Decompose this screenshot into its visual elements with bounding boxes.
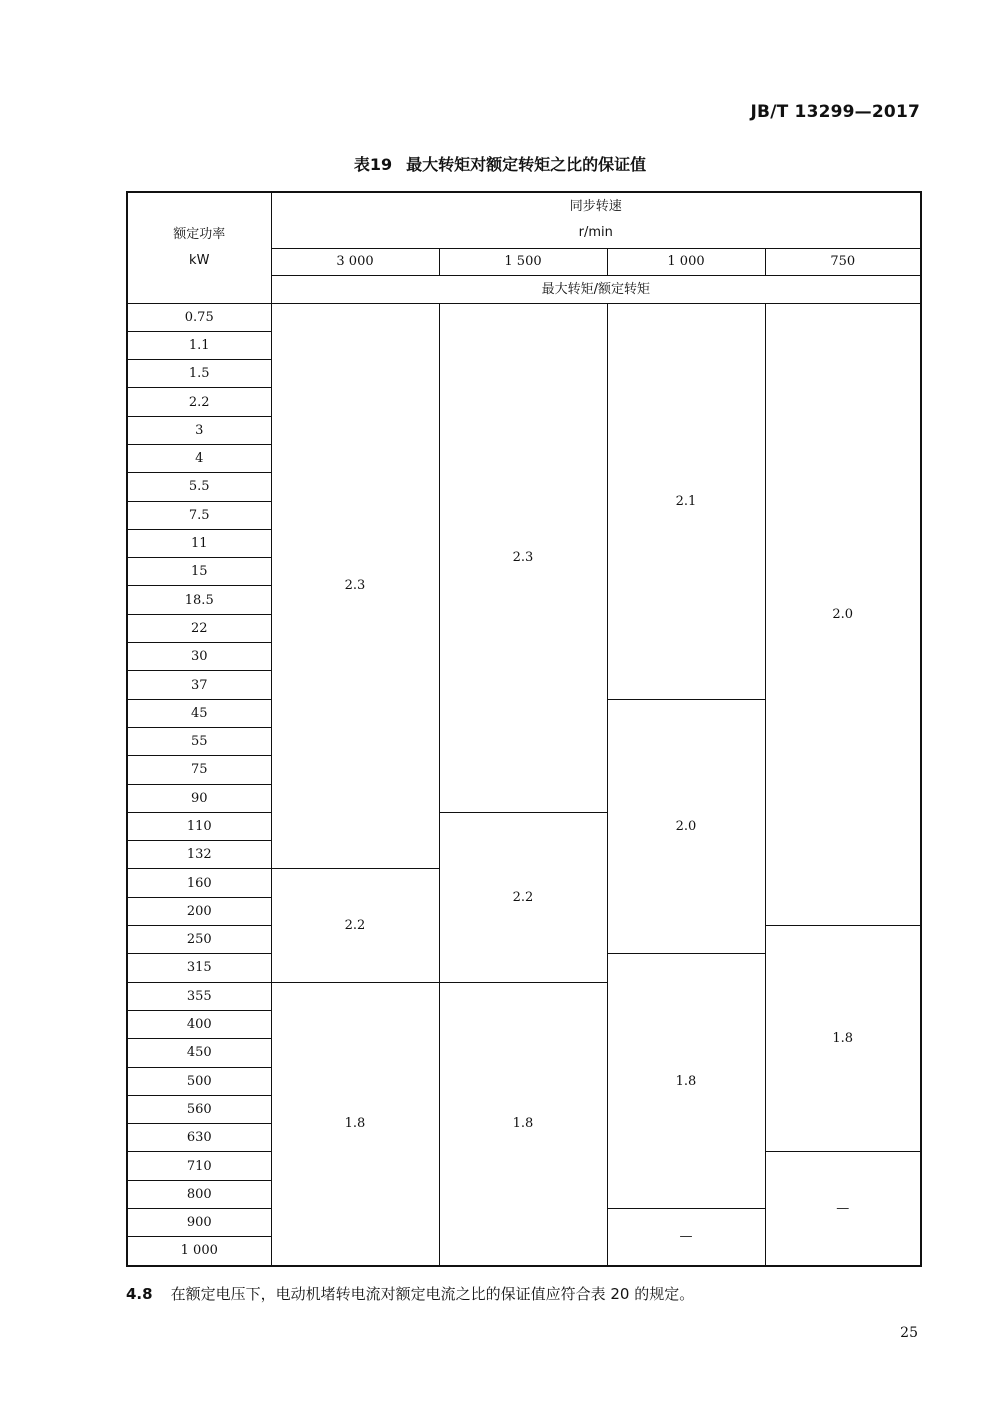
rated-power-header (127, 192, 271, 303)
ratio-value-cell: 2.2 (271, 869, 439, 982)
speed-3000-header: 3 000 (271, 248, 439, 275)
clause-text: 在额定电压下，电动机堵转电流对额定电流之比的保证值应符合表 20 的规定。 (170, 1285, 695, 1303)
rated-power-cell: 500 (127, 1067, 271, 1095)
rated-power-cell: 710 (127, 1152, 271, 1180)
ratio-value-cell: 2.3 (271, 303, 439, 869)
page-number: 25 (900, 1325, 918, 1341)
rated-power-cell: 4 (127, 444, 271, 472)
rated-power-cell: 132 (127, 841, 271, 869)
rated-power-cell: 30 (127, 643, 271, 671)
rated-power-cell: 3 (127, 416, 271, 444)
rated-power-cell: 900 (127, 1209, 271, 1237)
rated-power-cell: 250 (127, 926, 271, 954)
torque-ratio-table (126, 191, 922, 1267)
rated-power-cell: 160 (127, 869, 271, 897)
rated-power-cell: 400 (127, 1010, 271, 1038)
rated-power-cell: 315 (127, 954, 271, 982)
rated-power-cell: 75 (127, 756, 271, 784)
speed-1500-header: 1 500 (439, 248, 607, 275)
rated-power-cell: 45 (127, 699, 271, 727)
ratio-value-cell: 1.8 (439, 982, 607, 1265)
rated-power-cell: 55 (127, 727, 271, 755)
rated-power-cell: 15 (127, 558, 271, 586)
rated-power-cell: 2.2 (127, 388, 271, 416)
ratio-value-cell: 2.0 (765, 303, 921, 926)
ratio-value-cell: 1.8 (607, 954, 765, 1209)
rated-power-cell: 5.5 (127, 473, 271, 501)
rated-power-cell: 355 (127, 982, 271, 1010)
ratio-value-cell: 2.3 (439, 303, 607, 812)
speed-header (271, 192, 921, 248)
clause-4-8 (126, 1283, 694, 1304)
rated-power-cell: 110 (127, 812, 271, 840)
rated-power-unit: kW (189, 252, 210, 268)
rated-power-cell: 1.1 (127, 331, 271, 359)
rated-power-cell: 37 (127, 671, 271, 699)
rated-power-cell: 90 (127, 784, 271, 812)
rated-power-cell: 200 (127, 897, 271, 925)
speed-1000-header: 1 000 (607, 248, 765, 275)
rated-power-cell: 0.75 (127, 303, 271, 331)
table-row (127, 303, 921, 331)
clause-number: 4.8 (126, 1285, 153, 1303)
ratio-value-cell: 2.1 (607, 303, 765, 699)
table-title (0, 152, 1000, 175)
rated-power-cell: 1.5 (127, 360, 271, 388)
speed-unit: r/min (578, 225, 613, 241)
rated-power-cell: 1 000 (127, 1237, 271, 1266)
ratio-value-cell: — (765, 1152, 921, 1266)
ratio-header: 最大转矩/额定转矩 (271, 275, 921, 303)
ratio-value-cell: — (607, 1209, 765, 1266)
rated-power-cell: 22 (127, 614, 271, 642)
table-number: 表19 (353, 155, 393, 174)
rated-power-cell: 630 (127, 1124, 271, 1152)
rated-power-cell: 7.5 (127, 501, 271, 529)
rated-power-label: 额定功率 (173, 226, 226, 242)
ratio-value-cell: 2.2 (439, 812, 607, 982)
rated-power-cell: 11 (127, 529, 271, 557)
speed-750-header: 750 (765, 248, 921, 275)
table-title-text: 最大转矩对额定转矩之比的保证值 (406, 155, 647, 174)
standard-number: JB/T 13299—2017 (750, 102, 920, 122)
rated-power-cell: 18.5 (127, 586, 271, 614)
rated-power-cell: 450 (127, 1039, 271, 1067)
ratio-value-cell: 2.0 (607, 699, 765, 954)
ratio-value-cell: 1.8 (765, 926, 921, 1152)
speed-label: 同步转速 (569, 199, 622, 215)
ratio-value-cell: 1.8 (271, 982, 439, 1265)
rated-power-cell: 800 (127, 1180, 271, 1208)
rated-power-cell: 560 (127, 1095, 271, 1123)
